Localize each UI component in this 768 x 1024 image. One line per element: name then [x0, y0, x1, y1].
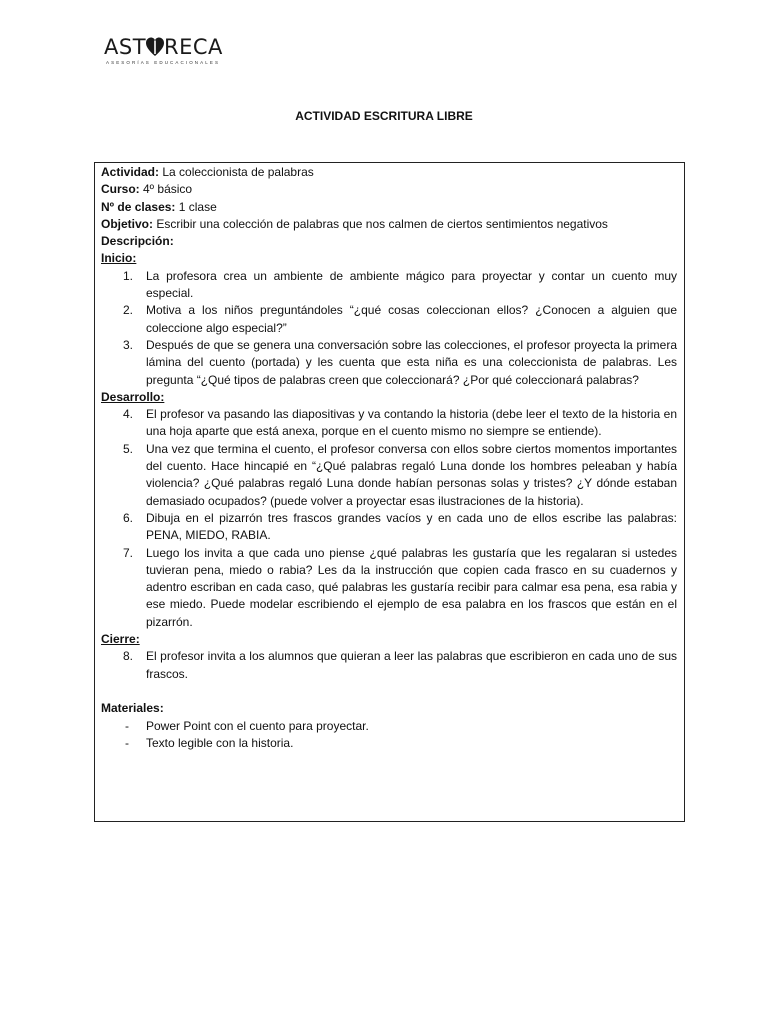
section-desarrollo: Desarrollo:: [101, 389, 165, 404]
item-text: Texto legible con la historia.: [146, 735, 294, 750]
clases-value: 1 clase: [175, 199, 217, 214]
item-text: Power Point con el cuento para proyectar.: [146, 718, 369, 733]
list-item: [101, 406, 677, 441]
item-text: Una vez que termina el cuento, el profesor conversa con ellos sobre ciertos momentos importantes del cuento. Hace hincapié en “¿Qué palabras regaló Luna donde los hombres peleaban y había violencia? ¿Qué palabras regaló Luna donde habían personas solas y tristes? ¿Y dónde estaban demasiado ocupados? (puede volver a proyectar esas ilustraciones de la historia).: [146, 441, 677, 508]
curso-value: 4º básico: [139, 182, 193, 197]
item-text: Después de que se genera una conversación sobre las colecciones, el profesor proyecta la primera lámina del cuento (portada) y les cuenta que esta niña es una coleccionista de palabras. Les pregunta “¿Qué tipos de palabras creen que coleccionará? ¿Por qué coleccionará palabras?: [146, 337, 677, 387]
item-number: 8.: [123, 649, 134, 664]
list-inicio: [101, 268, 677, 389]
curso-label: Curso:: [101, 182, 140, 197]
field-objetivo: [101, 216, 677, 233]
list-desarrollo: [101, 406, 677, 631]
astoreca-logo: [104, 34, 223, 68]
item-number: 4.: [123, 407, 134, 422]
item-number: 6.: [123, 510, 134, 525]
clases-label: Nº de clases:: [101, 199, 176, 214]
objetivo-label: Objetivo:: [101, 216, 154, 231]
list-item: [101, 735, 677, 752]
item-text: Luego los invita a que cada uno piense ¿qué palabras les gustaría que les regalaran si ustedes tuvieran pena, miedo o rabia? Les da la instrucción que copien cada frasco en su cuadernos y adentro escriban en cada caso, qué palabras les gustaría recibir para calmar esa pena, esa rabia y ese miedo. Puede modelar escribiendo el ejemplo de esa palabra en los frascos que están en el pizarrón.: [146, 545, 677, 629]
descripcion-label: Descripción:: [101, 234, 174, 249]
list-item: [101, 268, 677, 303]
objetivo-value: Escribir una colección de palabras que nos calmen de ciertos sentimientos negativos: [153, 216, 608, 231]
list-item: [101, 510, 677, 545]
item-number: 7.: [123, 545, 134, 560]
actividad-label: Actividad:: [101, 165, 160, 179]
item-text: La profesora crea un ambiente de ambiente mágico para proyectar y contar un cuento muy especial.: [146, 268, 677, 301]
item-number: 1.: [123, 268, 134, 283]
list-item: [101, 648, 677, 683]
section-cierre: Cierre:: [101, 632, 140, 647]
list-item: [101, 545, 677, 631]
section-inicio: Inicio:: [101, 251, 137, 266]
materiales-label: Materiales:: [101, 701, 164, 716]
list-item: [101, 337, 677, 389]
actividad-value: La coleccionista de palabras: [159, 165, 314, 179]
activity-box: [94, 162, 685, 822]
field-descripcion: [101, 233, 677, 250]
field-clases: [101, 199, 677, 216]
field-curso: [101, 181, 677, 198]
logo-tagline: ASESORÍAS EDUCACIONALES: [106, 60, 221, 65]
item-text: Dibuja en el pizarrón tres frascos grandes vacíos y en cada uno de ellos escribe las palabras: PENA, MIEDO, RABIA.: [146, 510, 677, 543]
logo-name-right: RECA: [164, 35, 223, 59]
item-text: El profesor invita a los alumnos que quieran a leer las palabras que escribieron en cada uno de sus frascos.: [146, 649, 677, 681]
spacer: [101, 683, 677, 700]
item-text: Motiva a los niños preguntándoles “¿qué cosas coleccionan ellos? ¿Conocen a alguien que coleccione algo especial?”: [146, 303, 677, 335]
field-actividad: [101, 164, 677, 181]
list-materiales: [101, 718, 677, 753]
list-item: [101, 718, 677, 735]
list-item: [101, 441, 677, 510]
item-dash: -: [125, 718, 129, 733]
logo-wordmark: [104, 34, 223, 60]
materiales-heading: [101, 700, 677, 717]
item-number: 2.: [123, 303, 134, 318]
list-item: [101, 302, 677, 337]
heart-icon: [146, 37, 164, 57]
item-number: 3.: [123, 337, 134, 352]
item-dash: -: [125, 735, 129, 750]
item-text: El profesor va pasando las diapositivas y va contando la historia (debe leer el texto de la historia en una hoja aparte que está anexa, porque en el cuento mismo no siempre se entiende).: [146, 407, 677, 439]
logo-name-left: AST: [104, 35, 147, 59]
document-title: ACTIVIDAD ESCRITURA LIBRE: [295, 109, 473, 123]
item-number: 5.: [123, 441, 134, 456]
list-cierre: [101, 648, 677, 683]
